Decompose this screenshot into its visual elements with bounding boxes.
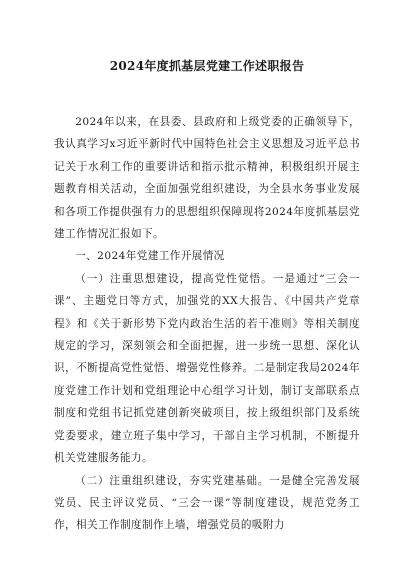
body-paragraph-1: （一）注重思想建设，提高党性觉悟。一是通过“三会一课”、主题党日等方式，加强党的XX大报告、《中国共产党章程》和《关于新形势下党内政治生活的若干准则》等相关制度规定的学习，深刻领会和全面把握，进一步统一思想、深化认识，不断提高党性觉悟、增强党性修养。二是制定我局2024年度党建工作计划和党组理论中心组学习计划，制订支部联系点制度和党组书记抓党建创新突破项目，按上级组织部门及系统党委要求，建立班子集中学习，干部自主学习机制，不断提升机关党建服务能力。	[54, 272, 360, 465]
document-title: 2024年度抓基层党建工作述职报告	[109, 59, 305, 73]
section-heading: 一、2024年党建工作开展情况	[75, 250, 225, 263]
intro-paragraph: 2024年以来，在县委、县政府和上级党委的正确领导下，我认真学习x习近平新时代中国特色社会主义思想及习近平总书记关于水利工作的重要讲话和指示批示精神，积极组织开展主题教育相关活动，全面加强党组织建设，为全县水务事业发展和各项工作提供强有力的思想组织保障现将2024年度抓基层党建工作情况汇报如下。	[54, 116, 360, 241]
body-paragraph-2: （二）注重组织建设，夯实党建基础。一是健全完善发展党员、民主评议党员、“三会一课”等制度建设，规范党务工作，相关工作制度制作上墙，增强党员的吸附力	[54, 474, 360, 532]
